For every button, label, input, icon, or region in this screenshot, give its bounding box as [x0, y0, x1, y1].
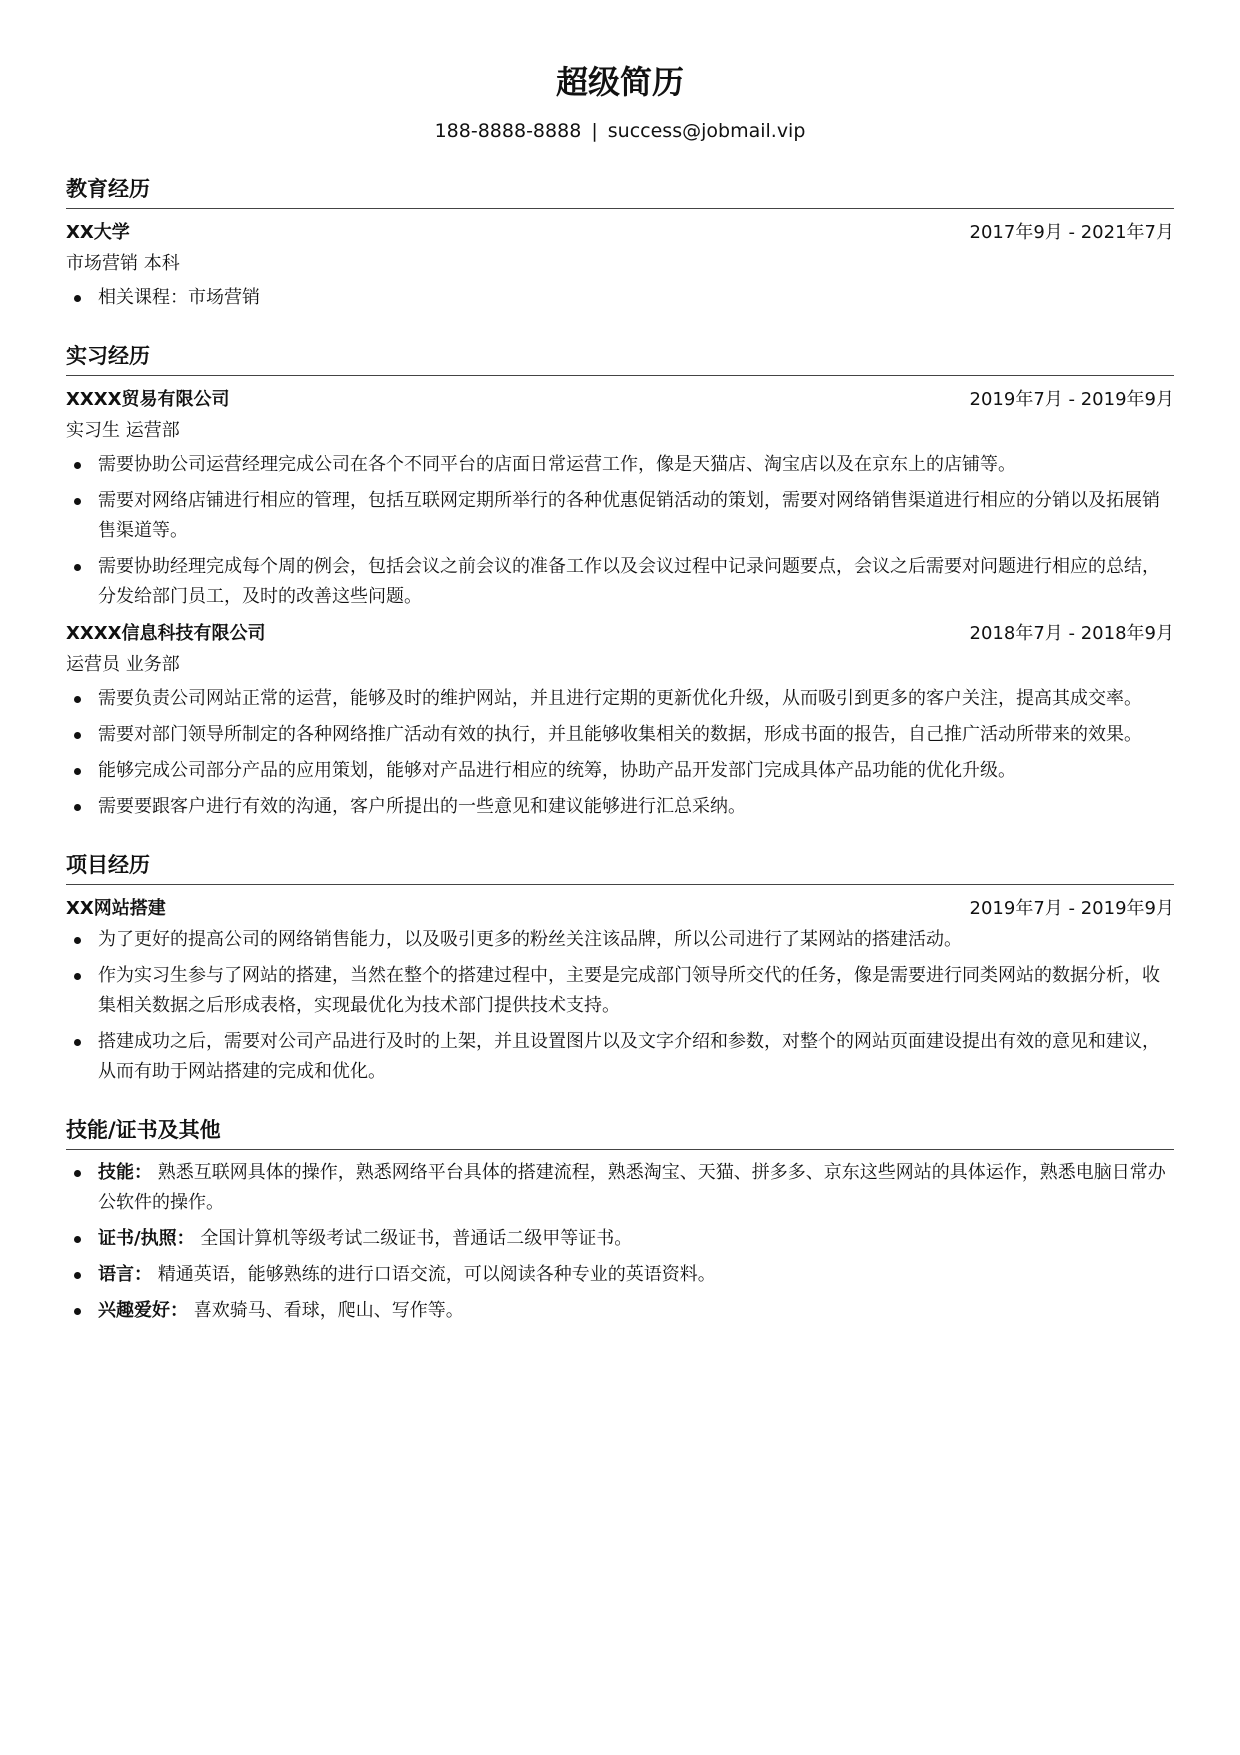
entry-date: 2019年7月 - 2019年9月 — [969, 898, 1174, 919]
role-department: 运营员 业务部 — [66, 654, 180, 675]
bullet-list — [66, 283, 1174, 313]
bullet-list — [66, 925, 1174, 1087]
list-item — [66, 283, 1174, 313]
project-name: XX网站搭建 — [66, 898, 166, 919]
education-heading: 教育经历 — [66, 174, 1174, 209]
entry-header — [66, 618, 1174, 650]
company-name: XXXX贸易有限公司 — [66, 389, 230, 410]
skill-label: 技能： — [98, 1162, 152, 1183]
bullet-icon — [74, 1308, 81, 1315]
projects-section — [66, 850, 1174, 1087]
list-item — [66, 792, 1174, 822]
bullet-icon — [74, 768, 81, 775]
skills-section — [66, 1115, 1174, 1326]
list-item — [66, 552, 1174, 612]
company-name: XXXX信息科技有限公司 — [66, 623, 266, 644]
bullet-icon — [74, 1236, 81, 1243]
bullet-icon — [74, 1272, 81, 1279]
entry-date: 2018年7月 - 2018年9月 — [969, 623, 1174, 644]
school-name: XX大学 — [66, 222, 130, 243]
contact-line — [66, 116, 1174, 146]
internship-entry — [66, 384, 1174, 612]
skill-label: 兴趣爱好： — [98, 1300, 188, 1321]
list-item — [66, 925, 1174, 955]
bullet-icon — [74, 973, 81, 980]
skill-label: 证书/执照： — [98, 1228, 195, 1249]
list-item — [66, 1296, 1174, 1326]
bullet-icon — [74, 1170, 81, 1177]
contact-separator: | — [591, 120, 598, 142]
entry-date: 2019年7月 - 2019年9月 — [969, 389, 1174, 410]
list-item-text: 需要负责公司网站正常的运营，能够及时的维护网站，并且进行定期的更新优化升级，从而吸引到更多的客户关注，提高其成交率。 — [98, 688, 1142, 709]
list-item-text: 需要协助经理完成每个周的例会，包括会议之前会议的准备工作以及会议过程中记录问题要点，会议之后需要对问题进行相应的总结，分发给部门员工，及时的改善这些问题。 — [98, 556, 1160, 607]
bullet-list — [66, 1158, 1174, 1326]
bullet-list — [66, 684, 1174, 822]
entry-header — [66, 384, 1174, 416]
list-item — [66, 1224, 1174, 1254]
list-item — [66, 1158, 1174, 1218]
bullet-icon — [74, 804, 81, 811]
skill-text: 全国计算机等级考试二级证书，普通话二级甲等证书。 — [200, 1228, 633, 1249]
list-item — [66, 684, 1174, 714]
bullet-icon — [74, 937, 81, 944]
bullet-icon — [74, 564, 81, 571]
list-item-text: 需要对网络店铺进行相应的管理，包括互联网定期所举行的各种优惠促销活动的策划，需要对网络销售渠道进行相应的分销以及拓展销售渠道等。 — [98, 490, 1160, 541]
list-item-text: 能够完成公司部分产品的应用策划，能够对产品进行相应的统筹，协助产品开发部门完成具体产品功能的优化升级。 — [98, 760, 1016, 781]
internship-section — [66, 341, 1174, 822]
list-item-text: 需要对部门领导所制定的各种网络推广活动有效的执行，并且能够收集相关的数据，形成书面的报告，自己推广活动所带来的效果。 — [98, 724, 1142, 745]
list-item — [66, 450, 1174, 480]
list-item-text: 相关课程：市场营销 — [98, 287, 260, 308]
bullet-list — [66, 450, 1174, 612]
bullet-icon — [74, 462, 81, 469]
resume-header — [66, 58, 1174, 146]
bullet-icon — [74, 732, 81, 739]
entry-date: 2017年9月 - 2021年7月 — [969, 222, 1174, 243]
skill-label: 语言： — [98, 1264, 152, 1285]
list-item — [66, 720, 1174, 750]
bullet-icon — [74, 1039, 81, 1046]
skill-text: 精通英语，能够熟练的进行口语交流，可以阅读各种专业的英语资料。 — [157, 1264, 716, 1285]
resume-title: 超级简历 — [555, 63, 684, 101]
education-entry — [66, 217, 1174, 313]
list-item — [66, 1260, 1174, 1290]
project-entry — [66, 893, 1174, 1087]
skill-text: 熟悉互联网具体的操作，熟悉网络平台具体的搭建流程，熟悉淘宝、天猫、拼多多、京东这些网站的具体运作，熟悉电脑日常办公软件的操作。 — [98, 1162, 1166, 1213]
bullet-icon — [74, 696, 81, 703]
list-item — [66, 486, 1174, 546]
list-item-text: 搭建成功之后，需要对公司产品进行及时的上架，并且设置图片以及文字介绍和参数，对整个的网站页面建设提出有效的意见和建议，从而有助于网站搭建的完成和优化。 — [98, 1031, 1160, 1082]
internship-entry — [66, 618, 1174, 822]
bullet-icon — [74, 295, 81, 302]
role-department: 实习生 运营部 — [66, 420, 180, 441]
list-item-text: 需要协助公司运营经理完成公司在各个不同平台的店面日常运营工作，像是天猫店、淘宝店以及在京东上的店铺等。 — [98, 454, 1016, 475]
list-item-text: 为了更好的提高公司的网络销售能力，以及吸引更多的粉丝关注该品牌，所以公司进行了某网站的搭建活动。 — [98, 929, 962, 950]
major-degree: 市场营销 本科 — [66, 253, 180, 274]
list-item-text: 作为实习生参与了网站的搭建，当然在整个的搭建过程中，主要是完成部门领导所交代的任务，像是需要进行同类网站的数据分析，收集相关数据之后形成表格，实现最优化为技术部门提供技术支持。 — [98, 965, 1160, 1016]
skill-text: 喜欢骑马、看球，爬山、写作等。 — [193, 1300, 464, 1321]
education-section — [66, 174, 1174, 313]
list-item-text: 需要要跟客户进行有效的沟通，客户所提出的一些意见和建议能够进行汇总采纳。 — [98, 796, 746, 817]
entry-header — [66, 893, 1174, 925]
entry-header — [66, 217, 1174, 249]
projects-heading: 项目经历 — [66, 850, 1174, 885]
email-address: success@jobmail.vip — [607, 120, 806, 142]
phone-number: 188-8888-8888 — [434, 120, 582, 142]
list-item — [66, 1027, 1174, 1087]
skills-heading: 技能/证书及其他 — [66, 1115, 1174, 1150]
bullet-icon — [74, 498, 81, 505]
list-item — [66, 961, 1174, 1021]
internship-heading: 实习经历 — [66, 341, 1174, 376]
list-item — [66, 756, 1174, 786]
